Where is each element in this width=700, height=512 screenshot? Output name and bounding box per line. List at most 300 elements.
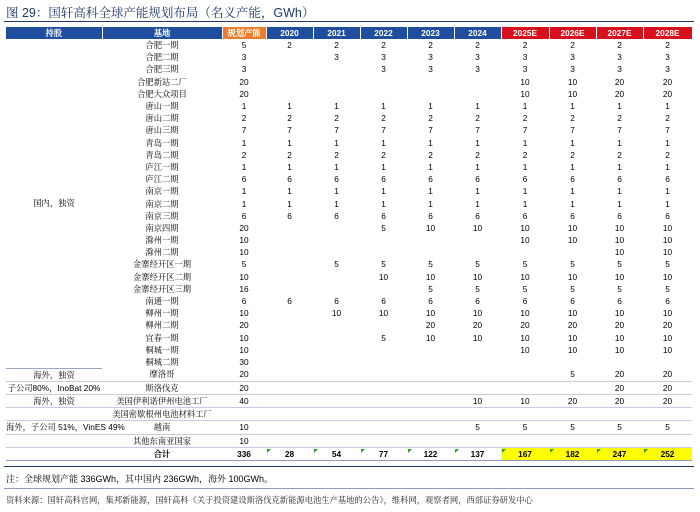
table-row [6,356,692,368]
capacity-value: 6 [428,174,433,185]
table-row [6,185,692,197]
capacity-value: 1 [428,101,433,112]
capacity-value [266,271,313,283]
header-cell: 2020 [266,27,313,39]
table-row [6,63,692,75]
capacity-value: 10 [662,235,673,246]
capacity-value: 3 [428,64,433,75]
base-name: 宜春一期 [145,332,179,343]
capacity-value [501,408,549,421]
base-name: 青岛一期 [145,137,179,148]
capacity-value: 6 [617,210,622,221]
header-cell-forecast: 2028E [643,27,692,39]
capacity-value: 10 [520,332,530,343]
capacity-value [313,222,360,234]
capacity-value: 6 [428,210,433,221]
capacity-value: 1 [241,161,247,172]
capacity-value [407,344,454,356]
capacity-value [313,319,360,331]
capacity-value: 6 [665,296,670,307]
capacity-value: 6 [617,174,622,185]
capacity-value: 2 [241,113,247,124]
capacity-value: 2 [287,113,292,124]
capacity-value: 5 [454,421,501,434]
capacity-value: 10 [567,308,578,319]
holding-group: 海外，独资 [6,394,102,407]
capacity-value: 2 [287,149,292,160]
base-name: 桐城一期 [145,344,179,355]
table-note: 注：全球规划产能 336GWh，其中国内 236GWh，海外 100GWh。 [6,474,274,484]
capacity-value: 20 [662,88,673,99]
capacity-value [266,222,313,234]
total-value: 167 [501,447,549,460]
capacity-value: 10 [614,222,625,233]
capacity-value: 6 [241,210,247,221]
capacity-value: 20 [472,320,483,331]
capacity-value: 1 [241,186,247,197]
capacity-value: 5 [241,259,247,270]
capacity-value: 2 [287,40,292,51]
capacity-value: 20 [662,320,673,331]
capacity-value: 20 [239,222,249,233]
capacity-value: 1 [428,137,433,148]
capacity-value: 5 [596,421,643,434]
header-cell-forecast: 2026E [549,27,596,39]
capacity-value [266,434,313,447]
capacity-value: 3 [522,52,528,63]
table-row [6,421,692,434]
table-row [6,197,692,209]
capacity-value: 5 [643,421,692,434]
capacity-value: 5 [665,259,670,270]
capacity-value: 10 [425,332,436,343]
capacity-value [360,88,407,100]
capacity-value: 1 [617,186,622,197]
capacity-value: 2 [617,40,622,51]
capacity-value: 10 [614,344,625,355]
base-name: 唐山二期 [145,113,179,124]
base-name: 斯洛伐克 [102,381,222,394]
capacity-value: 10 [567,332,578,343]
table-header-row [6,27,692,39]
capacity-value: 10 [614,235,625,246]
base-name: 合肥新站二厂 [137,76,187,87]
capacity-value [360,319,407,331]
capacity-value: 2 [570,113,575,124]
capacity-value: 10 [567,271,578,282]
capacity-value: 10 [520,88,530,99]
capacity-value [407,421,454,434]
capacity-value: 6 [617,296,622,307]
capacity-value [549,408,596,421]
table-row [6,295,692,307]
capacity-value [313,344,360,356]
capacity-value [643,434,692,447]
capacity-value: 1 [570,101,575,112]
capacity-value: 10 [662,222,673,233]
capacity-value: 10 [425,271,436,282]
capacity-value [407,234,454,246]
table-row [6,222,692,234]
capacity-value: 2 [241,149,247,160]
capacity-value: 1 [287,101,292,112]
capacity-value [360,76,407,88]
capacity-value: 20 [614,320,625,331]
capacity-value: 10 [520,222,530,233]
capacity-value: 10 [239,332,249,343]
capacity-value: 1 [334,161,339,172]
capacity-value: 1 [570,161,575,172]
capacity-value: 2 [334,149,339,160]
capacity-value: 5 [334,259,339,270]
capacity-value: 1 [241,198,247,209]
capacity-value [407,246,454,258]
total-value: 28 [266,447,313,460]
capacity-value: 6 [522,174,528,185]
capacity-value: 10 [331,308,342,319]
base-name: 南京一期 [145,186,179,197]
capacity-value: 1 [665,137,670,148]
capacity-value: 1 [522,186,528,197]
capacity-value [454,344,501,356]
capacity-value: 10 [472,222,483,233]
capacity-value: 7 [522,125,528,136]
capacity-value: 5 [428,259,433,270]
holding-group: 子公司80%，InoBat 20% [7,382,101,393]
capacity-value: 3 [428,52,433,63]
capacity-value: 1 [475,137,480,148]
base-name: 合肥三期 [145,64,179,75]
capacity-value [360,408,407,421]
capacity-value: 20 [643,381,692,394]
capacity-value: 2 [334,113,339,124]
capacity-value: 3 [381,52,386,63]
table-row [6,173,692,185]
capacity-value [360,344,407,356]
capacity-value: 6 [665,174,670,185]
header-cell: 2024 [454,27,501,39]
capacity-value: 1 [475,198,480,209]
capacity-value: 6 [570,174,575,185]
capacity-value: 1 [665,186,670,197]
capacity-value: 2 [475,149,480,160]
capacity-value: 3 [617,64,622,75]
table-row [6,246,692,258]
capacity-value: 40 [222,394,266,407]
capacity-value: 1 [570,198,575,209]
capacity-value: 6 [522,210,528,221]
capacity-value: 1 [287,137,292,148]
capacity-value: 7 [334,125,339,136]
capacity-value: 1 [334,198,339,209]
base-name: 美国密歇根州电池材料工厂 [102,408,222,421]
header-cell: 2022 [360,27,407,39]
capacity-value: 3 [241,64,247,75]
capacity-value [549,381,596,394]
base-name: 柳州二期 [145,320,179,331]
capacity-value: 1 [381,137,386,148]
base-name: 美国伊利诺伊州电池工厂 [102,394,222,407]
capacity-value: 10 [239,344,249,355]
capacity-value: 1 [617,198,622,209]
capacity-value [501,381,549,394]
capacity-value: 6 [381,174,386,185]
capacity-value [407,368,454,381]
capacity-value: 5 [428,283,433,294]
capacity-value: 10 [614,308,625,319]
capacity-value: 3 [665,52,670,63]
table-row [6,161,692,173]
capacity-value: 3 [334,52,339,63]
capacity-value: 2 [522,149,528,160]
base-name: 合肥一期 [145,40,179,51]
capacity-value: 20 [596,381,643,394]
capacity-value: 1 [665,161,670,172]
capacity-value: 5 [475,259,480,270]
capacity-value [549,356,596,368]
base-name: 摩洛哥 [102,368,222,381]
base-name: 唐山三期 [145,125,179,136]
base-name: 柳州一期 [145,308,179,319]
capacity-value [454,76,501,88]
capacity-value: 1 [241,137,247,148]
capacity-value: 5 [381,222,386,233]
capacity-value: 10 [520,235,530,246]
capacity-value [596,356,643,368]
capacity-value [407,356,454,368]
capacity-value: 5 [501,421,549,434]
capacity-value: 5 [617,283,622,294]
base-name: 金寨经开区二期 [132,271,192,282]
base-name: 庐江二期 [145,174,179,185]
capacity-value: 20 [520,320,530,331]
capacity-value: 2 [617,113,622,124]
capacity-value: 10 [567,222,578,233]
capacity-value: 1 [522,161,528,172]
capacity-value: 20 [643,394,692,407]
capacity-value: 1 [428,198,433,209]
capacity-value: 6 [334,210,339,221]
capacity-value [313,88,360,100]
capacity-value: 10 [662,271,673,282]
capacity-value: 10 [425,222,436,233]
capacity-value: 5 [665,283,670,294]
holding-group [6,408,102,421]
capacity-value: 3 [570,52,575,63]
capacity-value [313,421,360,434]
base-name: 合肥二期 [145,52,179,63]
base-name: 南京三期 [145,210,179,221]
capacity-value [266,63,313,75]
capacity-value: 6 [570,296,575,307]
capacity-value [501,356,549,368]
capacity-value: 6 [334,296,339,307]
capacity-value: 3 [617,52,622,63]
table-row [6,434,692,447]
capacity-value [313,63,360,75]
capacity-value [360,421,407,434]
capacity-value: 2 [428,40,433,51]
total-spacer [6,447,102,460]
capacity-value: 10 [614,332,625,343]
capacity-value: 1 [428,161,433,172]
capacity-value: 7 [617,125,622,136]
capacity-value: 7 [287,125,292,136]
capacity-value [454,434,501,447]
capacity-value: 1 [522,101,528,112]
capacity-value: 10 [378,271,389,282]
base-name: 其他东南亚国家 [102,434,222,447]
base-name: 南通一期 [145,296,179,307]
capacity-value: 10 [662,344,673,355]
capacity-value [360,356,407,368]
capacity-value: 20 [239,76,249,87]
capacity-value [501,246,549,258]
base-name: 桐城二期 [145,356,179,367]
capacity-value: 6 [475,210,480,221]
capacity-value: 6 [428,296,433,307]
capacity-value: 5 [617,259,622,270]
table-row [6,368,692,381]
total-value: 252 [643,447,692,460]
capacity-value: 5 [549,368,596,381]
capacity-value [313,408,360,421]
capacity-value: 5 [522,283,528,294]
capacity-value: 1 [665,101,670,112]
capacity-value: 20 [567,320,578,331]
title-rule [4,21,694,22]
header-cell: 持股 [6,27,102,39]
capacity-value [313,246,360,258]
capacity-value: 2 [475,40,480,51]
capacity-value: 3 [475,52,480,63]
capacity-value: 1 [665,198,670,209]
holding-group: 海外，子公司 51%，VinES 49% [6,422,125,433]
header-cell-forecast: 2027E [596,27,643,39]
capacity-value: 10 [472,308,483,319]
table-row [6,344,692,356]
capacity-value: 2 [428,113,433,124]
capacity-value: 20 [614,76,625,87]
capacity-value [313,434,360,447]
capacity-value [266,283,313,295]
capacity-value: 2 [475,113,480,124]
base-name: 金寨经开区一期 [132,259,192,270]
capacity-value [454,356,501,368]
capacity-value: 3 [241,52,247,63]
table-row [6,332,692,344]
table-row [6,39,692,51]
capacity-value [407,381,454,394]
capacity-value [407,76,454,88]
capacity-value: 10 [567,76,578,87]
capacity-value: 3 [570,64,575,75]
capacity-value: 10 [520,308,530,319]
capacity-value: 10 [472,271,483,282]
capacity-value: 3 [475,64,480,75]
capacity-value: 20 [662,76,673,87]
capacity-value [360,234,407,246]
total-row [6,447,692,460]
capacity-value: 7 [570,125,575,136]
capacity-value: 6 [241,174,247,185]
capacity-value: 2 [381,40,386,51]
capacity-value: 20 [222,368,266,381]
capacity-value [643,356,692,368]
capacity-value: 10 [425,308,436,319]
capacity-value: 2 [381,113,386,124]
capacity-value: 7 [241,125,247,136]
holding-group [6,434,102,447]
source-line: 资料来源：国轩高科官网，集邦新能源，国轩高科《关于投资建设斯洛伐克新能源电池生产基地的公告》，维科网，观察者网，西部证券研发中心 [6,495,533,505]
capacity-value: 1 [522,198,528,209]
capacity-value [501,434,549,447]
capacity-value: 20 [549,394,596,407]
capacity-value: 7 [428,125,433,136]
capacity-value: 20 [222,381,266,394]
capacity-value [454,368,501,381]
capacity-value [313,234,360,246]
capacity-value [313,283,360,295]
capacity-value [454,234,501,246]
table-row [6,307,692,319]
capacity-value [222,408,266,421]
capacity-value: 1 [570,186,575,197]
capacity-value: 10 [567,88,578,99]
capacity-value: 2 [570,40,575,51]
capacity-value: 2 [381,149,386,160]
holding-group: 海外，独资 [6,368,102,381]
capacity-value: 7 [665,125,670,136]
capacity-value [501,368,549,381]
capacity-value: 1 [475,161,480,172]
capacity-value: 5 [381,332,386,343]
capacity-value: 6 [381,296,386,307]
capacity-value [266,234,313,246]
capacity-value: 6 [522,296,528,307]
capacity-value [407,88,454,100]
capacity-value: 20 [596,368,643,381]
base-name: 金寨经开区三期 [132,283,192,294]
capacity-value [407,434,454,447]
capacity-value [266,421,313,434]
table-row [6,149,692,161]
capacity-value: 6 [570,210,575,221]
table-row [6,88,692,100]
capacity-value: 5 [570,283,575,294]
table-row [6,258,692,270]
capacity-table [6,27,693,461]
header-cell: 基地 [102,27,222,39]
capacity-value [360,368,407,381]
capacity-value [360,283,407,295]
header-cell-forecast: 2025E [501,27,549,39]
capacity-value: 2 [665,149,670,160]
capacity-value [266,88,313,100]
capacity-value: 1 [241,101,247,112]
capacity-value: 1 [617,137,622,148]
capacity-value: 20 [643,368,692,381]
capacity-value: 10 [567,344,578,355]
total-value: 122 [407,447,454,460]
capacity-value: 30 [239,356,249,367]
capacity-value: 7 [381,125,386,136]
capacity-value [266,246,313,258]
capacity-value: 10 [454,394,501,407]
capacity-value [454,246,501,258]
capacity-value: 5 [522,259,528,270]
base-name: 南京四期 [145,222,179,233]
